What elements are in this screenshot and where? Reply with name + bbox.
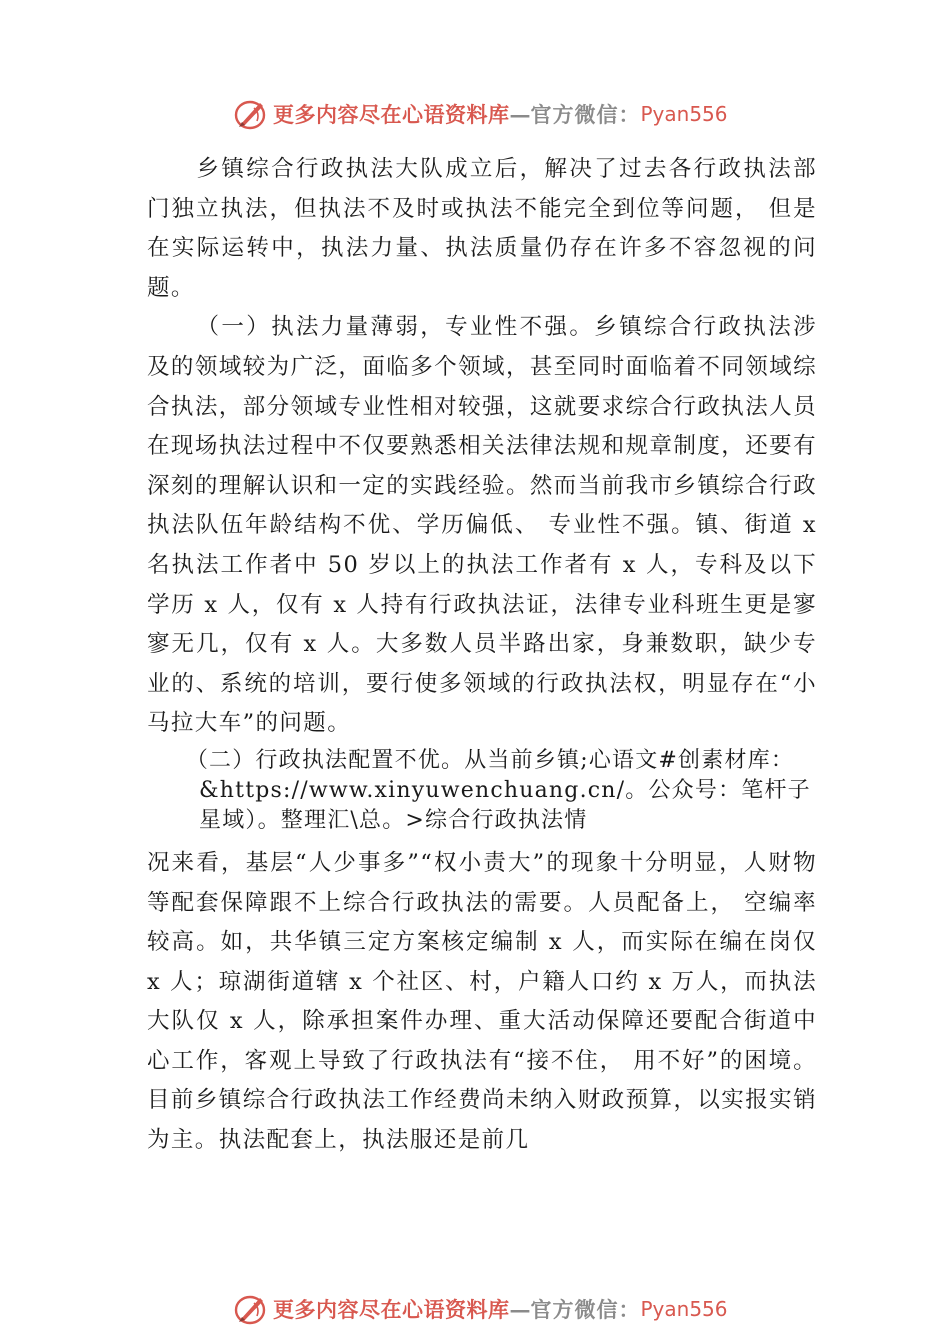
watermark-separator: —: [509, 1296, 531, 1322]
watermark-brand-text: 更多内容尽在心语资料库: [273, 102, 510, 127]
header-watermark: [233, 97, 728, 131]
document-body: [147, 150, 817, 1161]
paragraph-section-two-heading: （二）行政执法配置不优。从当前乡镇;心语文#创素材库：&https://www.xinyuwenchuang.cn/。公众号：笔杆子星域）。整理汇\总。>综合行政执法情: [185, 747, 811, 833]
watermark-wechat-prefix: 官方微信：: [530, 102, 641, 127]
watermark-separator: —: [509, 101, 531, 127]
watermark-wechat-prefix: 官方微信：: [530, 1297, 641, 1322]
footer-watermark: [233, 1292, 728, 1326]
watermark-wechat-id: Pyan556: [640, 102, 728, 126]
watermark-brand-text: 更多内容尽在心语资料库: [273, 1297, 510, 1322]
paragraph-section-two-body: 况来看，基层“人少事多”“权小责大”的现象十分明显，人财物等配套保障跟不上综合行政执法的需要。人员配备上， 空编率较高。如，共华镇三定方案核定编制 x 人，而实际在编在岗仅 x 人；琼湖街道辖 x 个社区、村，户籍人口约 x 万人，而执法大队仅 x 人，除承担案件办理、重大活动保障还要配合街道中心工作，客观上导致了行政执法有“接不住， 用不好”的困境。目前乡镇综合行政执法工作经费尚未纳入财政预算，以实报实销为主。执法配套上，执法服还是前几: [147, 849, 817, 1154]
quill-pen-logo-icon: [233, 97, 269, 131]
watermark-wechat-id: Pyan556: [640, 1297, 728, 1321]
paragraph-intro: 乡镇综合行政执法大队成立后，解决了过去各行政执法部门独立执法，但执法不及时或执法不能完全到位等问题， 但是在实际运转中，执法力量、执法质量仍存在许多不容忽视的问题。: [147, 156, 817, 301]
quill-pen-logo-icon: [233, 1292, 269, 1326]
paragraph-section-one: （一）执法力量薄弱，专业性不强。乡镇综合行政执法涉及的领域较为广泛，面临多个领域，甚至同时面临着不同领域综合执法，部分领域专业性相对较强，这就要求综合行政执法人员在现场执法过程中不仅要熟悉相关法律法规和规章制度，还要有深刻的理解认识和一定的实践经验。然而当前我市乡镇综合行政执法队伍年龄结构不优、学历偏低、 专业性不强。镇、街道 x 名执法工作者中 50 岁以上的执法工作者有 x 人，专科及以下学历 x 人，仅有 x 人持有行政执法证，法律专业科班生更是寥寥无几，仅有 x 人。大多数人员半路出家，身兼数职，缺少专业的、系统的培训，要行使多领域的行政执法权，明显存在“小马拉大车”的问题。: [147, 314, 817, 737]
